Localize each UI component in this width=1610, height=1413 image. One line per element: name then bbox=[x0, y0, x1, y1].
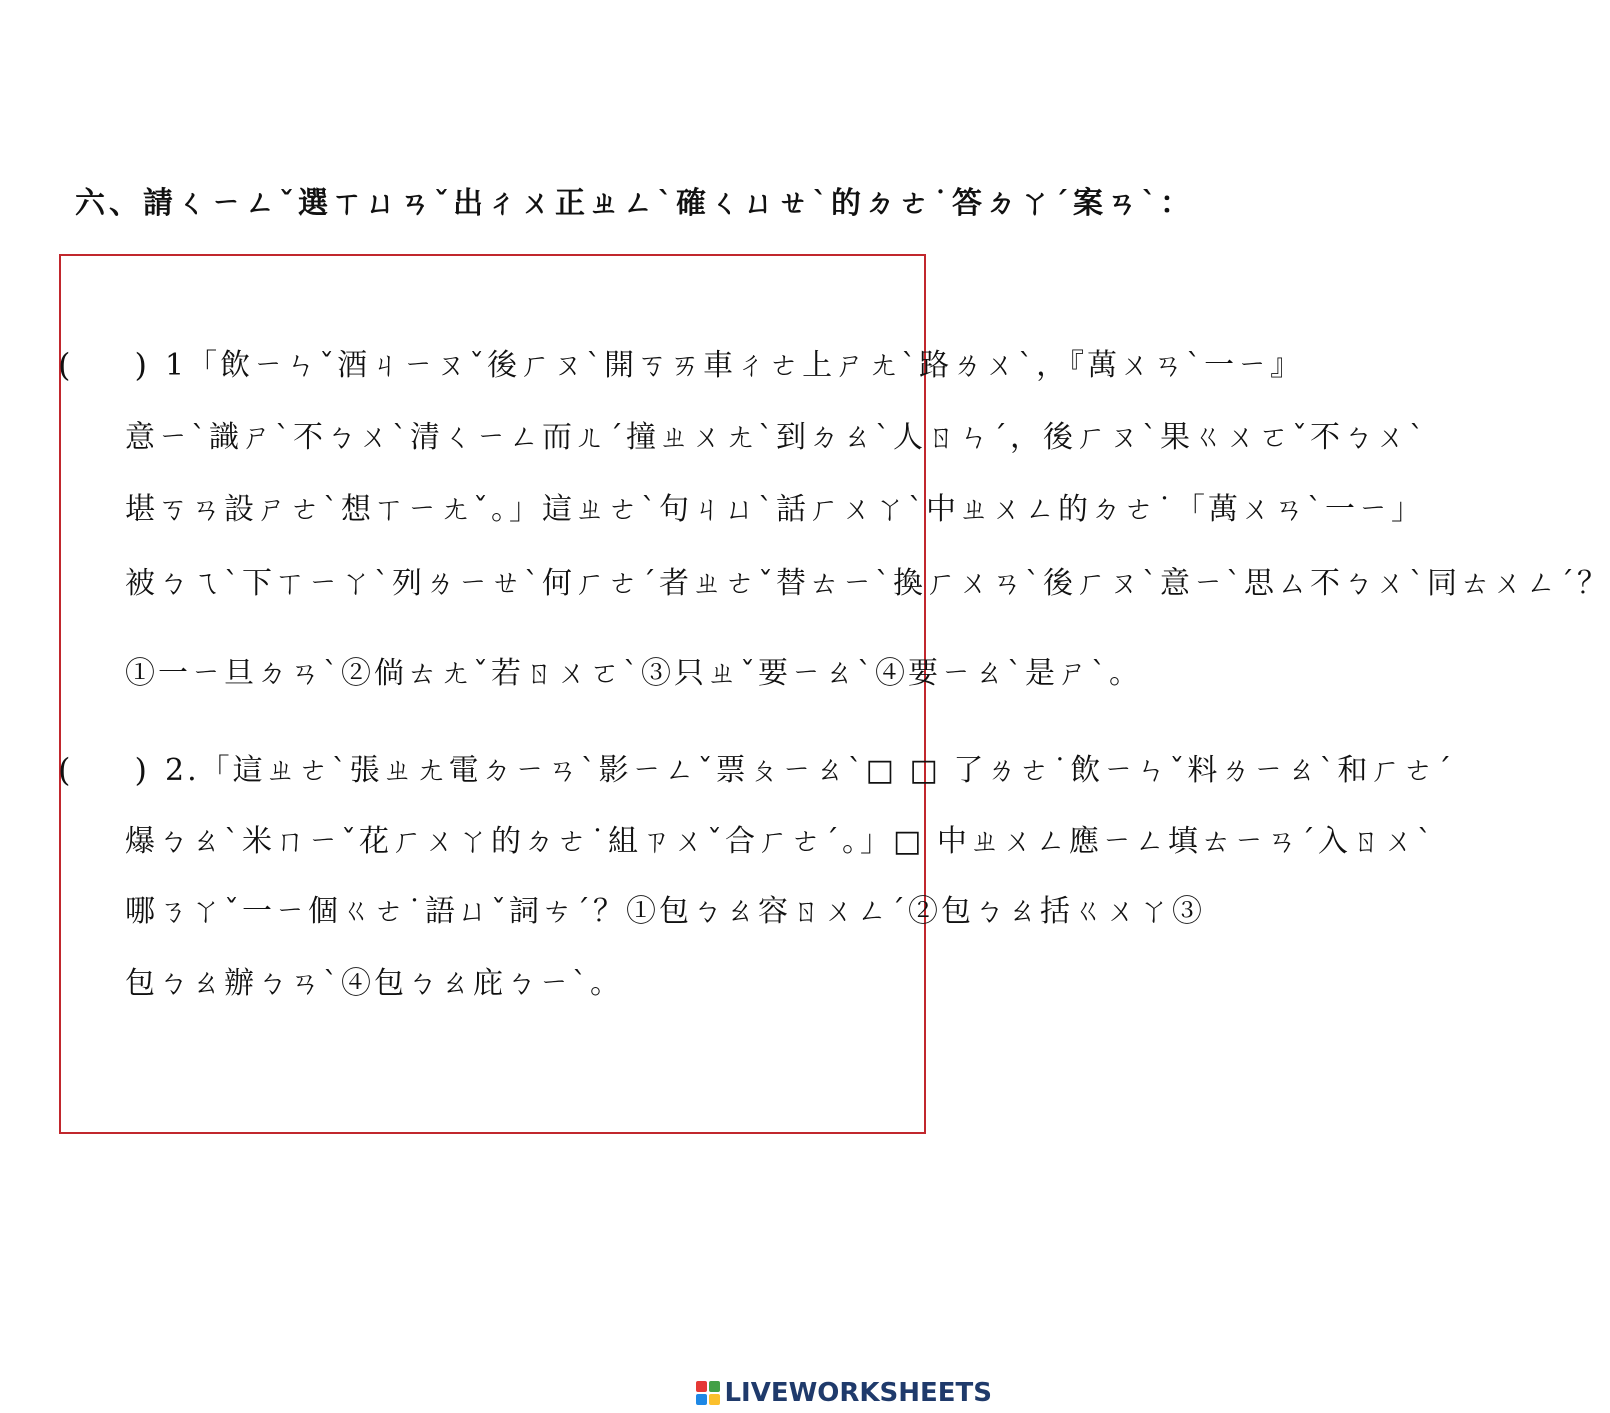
question-2-line-4: 包ㄅㄠ辦ㄅㄢˋ④包ㄅㄠ庇ㄅㄧˋ。 bbox=[125, 966, 623, 1001]
question-1-line-4: 被ㄅㄟˋ下ㄒㄧㄚˋ列ㄌㄧㄝˋ何ㄏㄜˊ者ㄓㄜˇ替ㄊㄧˋ換ㄏㄨㄢˋ後ㄏㄡˋ意ㄧˋ思ㄙ不ㄅㄨˋ同ㄊㄨㄥˊ？ bbox=[125, 566, 1610, 601]
liveworksheets-logo bbox=[696, 1378, 992, 1408]
question-1-line-2: 意ㄧˋ識ㄕˋ不ㄅㄨˋ清ㄑㄧㄥ而ㄦˊ撞ㄓㄨㄤˋ到ㄉㄠˋ人ㄖㄣˊ，後ㄏㄡˋ果ㄍㄨㄛˇ不ㄅㄨˋ bbox=[125, 420, 1427, 455]
answer-blank-2[interactable]: ( ) bbox=[58, 751, 147, 789]
question-2-line-3: 哪ㄋㄚˇ一ㄧ個ㄍㄜ˙語ㄩˇ詞ㄘˊ？①包ㄅㄠ容ㄖㄨㄥˊ②包ㄅㄠ括ㄍㄨㄚ③ bbox=[125, 894, 1205, 929]
questions-box bbox=[59, 254, 926, 1134]
question-2-line-2: 爆ㄅㄠˋ米ㄇㄧˇ花ㄏㄨㄚ的ㄉㄜ˙組ㄗㄨˇ合ㄏㄜˊ。」□ 中ㄓㄨㄥ應ㄧㄥ填ㄊㄧㄢˊ入ㄖㄨˋ bbox=[125, 824, 1435, 859]
logo-mark-icon bbox=[696, 1381, 720, 1405]
logo-text: LIVEWORKSHEETS bbox=[724, 1378, 992, 1408]
answer-blank-1[interactable]: ( ) bbox=[58, 346, 147, 384]
question-1-line-1: 1「飲ㄧㄣˇ酒ㄐㄧㄡˇ後ㄏㄡˋ開ㄎㄞ車ㄔㄜ上ㄕㄤˋ路ㄌㄨˋ，『萬ㄨㄢˋ一ㄧ』 bbox=[165, 348, 1304, 383]
question-1-line-3: 堪ㄎㄢ設ㄕㄜˋ想ㄒㄧㄤˇ。」這ㄓㄜˋ句ㄐㄩˋ話ㄏㄨㄚˋ中ㄓㄨㄥ的ㄉㄜ˙「萬ㄨㄢˋ一ㄧ」 bbox=[125, 492, 1424, 527]
section-title: 六、請ㄑㄧㄥˇ選ㄒㄩㄢˇ出ㄔㄨ正ㄓㄥˋ確ㄑㄩㄝˋ的ㄉㄜ˙答ㄉㄚˊ案ㄢˋ： bbox=[75, 186, 1194, 221]
question-1-options: ①一ㄧ旦ㄉㄢˋ②倘ㄊㄤˇ若ㄖㄨㄛˋ③只ㄓˇ要ㄧㄠˋ④要ㄧㄠˋ是ㄕˋ。 bbox=[125, 656, 1142, 691]
question-2-line-1: 2.「這ㄓㄜˋ張ㄓㄤ電ㄉㄧㄢˋ影ㄧㄥˇ票ㄆㄧㄠˋ□ □ 了ㄌㄜ˙飲ㄧㄣˇ料ㄌㄧㄠˋ和ㄏㄜˊ bbox=[165, 753, 1455, 788]
